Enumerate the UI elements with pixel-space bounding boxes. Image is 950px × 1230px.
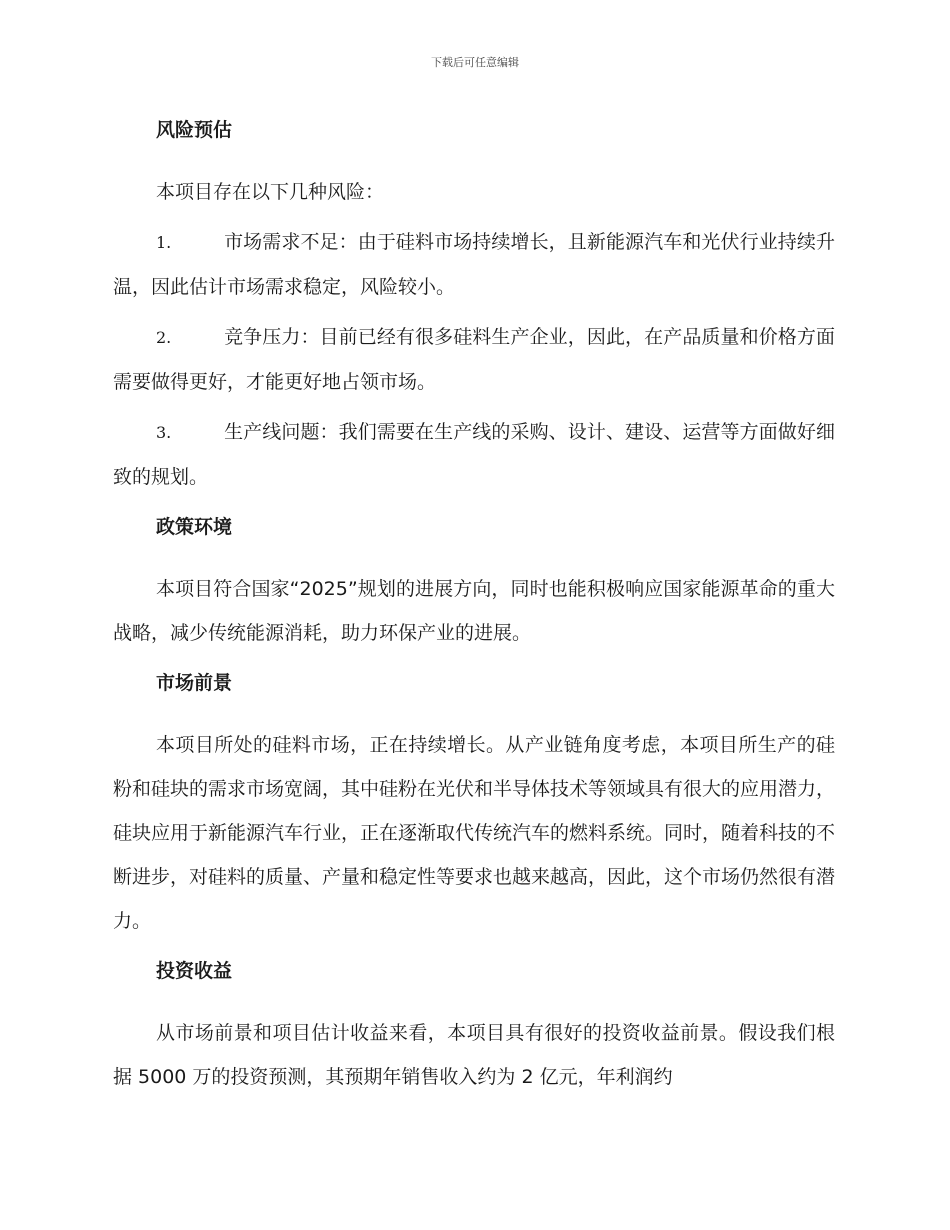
risk-intro: 本项目存在以下几种风险： bbox=[156, 181, 385, 203]
risk-item-2 bbox=[113, 315, 835, 404]
risk-item-number: 1. bbox=[156, 233, 172, 252]
market-paragraph: 本项目所处的硅料市场，正在持续增长。从产业链角度考虑，本项目所生产的硅粉和硅块的需求市场宽阔，其中硅粉在光伏和半导体技术等领域具有很大的应用潜力，硅块应用于新能源汽车行业，正在逐渐取代传统汽车的燃料系统。同时，随着科技的不断进步，对硅料的质量、产量和稳定性等要求也越来越高，因此，这个市场仍然很有潜力。 bbox=[113, 734, 836, 932]
risk-item-number: 3. bbox=[156, 423, 172, 442]
section-heading-policy: 政策环境 bbox=[156, 516, 233, 538]
risk-item-3 bbox=[113, 410, 835, 499]
risk-item-number: 2. bbox=[156, 328, 172, 347]
page-header-note: 下载后可任意编辑 bbox=[431, 56, 519, 69]
section-heading-market: 市场前景 bbox=[156, 672, 233, 694]
section-heading-investment: 投资收益 bbox=[156, 960, 233, 982]
risk-item-1 bbox=[113, 220, 835, 309]
document-body bbox=[113, 108, 835, 1105]
investment-paragraph: 从市场前景和项目估计收益来看，本项目具有很好的投资收益前景。假设我们根据 5000 万的投资预测，其预期年销售收入约为 2 亿元，年利润约 bbox=[113, 1022, 835, 1088]
risk-item-text: 市场需求不足：由于硅料市场持续增长，且新能源汽车和光伏行业持续升温，因此估计市场需求稳定，风险较小。 bbox=[113, 231, 835, 298]
policy-paragraph: 本项目符合国家“2025”规划的进展方向，同时也能积极响应国家能源革命的重大战略，减少传统能源消耗，助力环保产业的进展。 bbox=[113, 578, 835, 644]
risk-item-text: 竞争压力：目前已经有很多硅料生产企业，因此，在产品质量和价格方面需要做得更好，才能更好地占领市场。 bbox=[113, 326, 835, 393]
risk-item-text: 生产线问题：我们需要在生产线的采购、设计、建设、运营等方面做好细致的规划。 bbox=[113, 421, 835, 488]
section-heading-risk: 风险预估 bbox=[156, 119, 233, 141]
